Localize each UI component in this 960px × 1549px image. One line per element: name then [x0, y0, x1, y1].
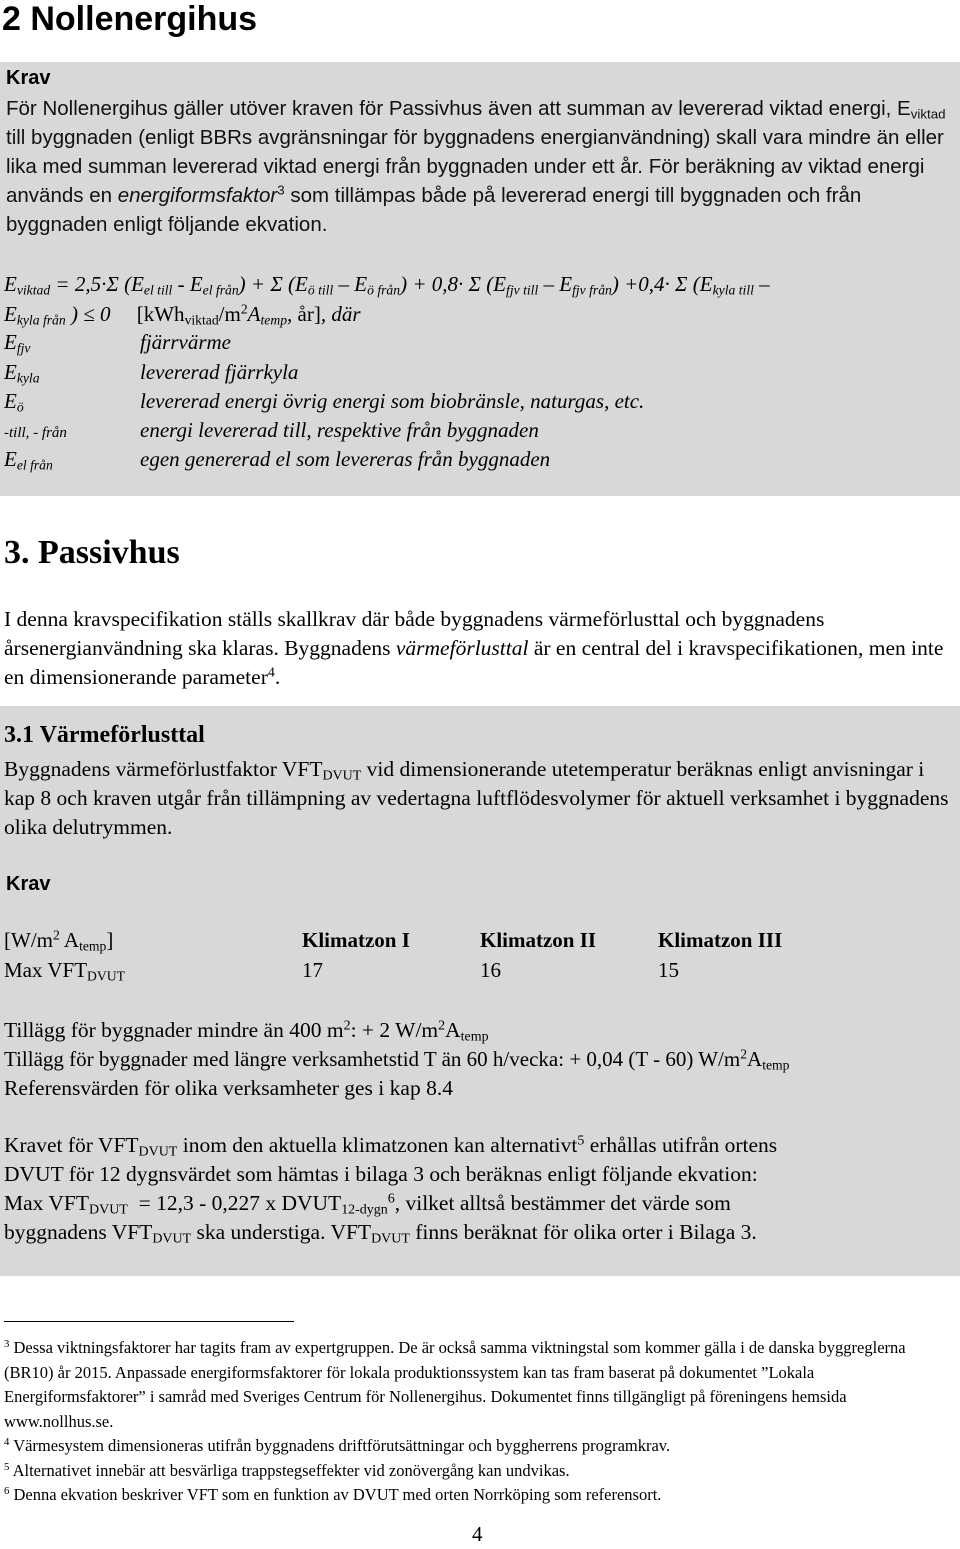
equation-line-1: $E_{viktad} = 2,5\cdot\Sigma$ $(E_{el till} - E_{el från}) + \Sigma$ $(E_{ö till} - E_{ö från}) + 0,8\cdot \Sigma$ $(E_{fjv till} - E_{fjv från}) +0,4\cdot \Sigma$ ($E_{kyla till}$ – — [4, 272, 770, 298]
table-cell-zone-1: 17 — [302, 958, 323, 982]
section-3-heading: 3. Passivhus — [4, 534, 180, 571]
page-number: 4 — [472, 1522, 483, 1546]
para-em-energiformsfaktor: energiformsfaktor — [117, 184, 278, 207]
footnotes — [4, 1336, 954, 1508]
para-text-1: För Nollenergihus gäller utöver kraven för Passivhus även att summan av levererad viktad energi, E — [6, 97, 911, 120]
footnote-3 — [4, 1336, 954, 1434]
krav-label: Krav — [6, 67, 51, 89]
table-header-unit: [$W/m^2$ $A_{temp}$] — [4, 927, 114, 954]
definition-symbol: $E_{el från}$ — [4, 447, 53, 473]
footnote-number: 5 — [4, 1460, 10, 1473]
footnote-text: Alternativet innebär att besvärliga trappstegseffekter vid zonövergång kan undvikas. — [12, 1460, 570, 1480]
para-text-3: som tillämpas både på levererad energi till byggnaden och från byggnaden enligt följande ekvation. — [6, 184, 862, 236]
page-heading: 2 Nollenergihus — [2, 0, 258, 38]
alt-requirement-line-4: byggnadens $VFT_{DVUT}$ ska understiga. $VFT_{DVUT}$ finns beräknat för olika orter i Bilaga 3. — [4, 1220, 757, 1247]
alt-requirement-line-3: Max $VFT_{DVUT} = 12,3 - 0,227$ x $DVUT_{12-dygn}^6$, vilket alltså bestämmer det värde som — [4, 1191, 731, 1218]
table-header-zone-1: Klimatzon I — [302, 928, 410, 952]
table-cell-zone-2: 16 — [480, 958, 501, 982]
footnote-text: Dessa viktningsfaktorer har tagits fram av expertgruppen. De är också samma viktningstal som kommer gälla i de danska byggreglerna (BR10) år 2015. Anpassade energiformsfaktorer för lokala produktionssystem kan tas fram baserat på dokumentet ”Lokala Energiformsfaktorer” i samråd med Sveriges Centrum för Nollenergihus. Dokumentet finns tillgängligt på föreningens hemsida www.nollhus.se. — [4, 1338, 906, 1431]
footnote-5 — [4, 1459, 954, 1484]
footnote-text: Denna ekvation beskriver VFT som en funktion av DVUT med orten Norrköping som referensort. — [13, 1485, 662, 1504]
definition-text: energi levererad till, respektive från byggnaden — [140, 418, 539, 442]
footnote-text: Värmesystem dimensioneras utifrån byggnadens driftförutsättningar och byggherrens programkrav. — [13, 1436, 671, 1455]
footnote-number: 4 — [4, 1436, 10, 1449]
section-3-text-b: är en central del i kravspecifikationen, men inte en dimensionerande parameter — [4, 636, 944, 689]
section-3-text-a: I denna kravspecifikation ställs skallkrav där både byggnadens värmeförlusttal och byggnadens årsenergianvändning ska klaras. Byggnadens — [4, 607, 825, 660]
para-sub-viktad: viktad — [910, 106, 946, 122]
section-3-em: värmeförlusttal — [395, 636, 529, 660]
definition-text: fjärrvärme — [140, 330, 231, 354]
supplement-line-1: Tillägg för byggnader mindre än 400 $m^2$: + 2 $W/m^2A_{temp}$ — [4, 1018, 489, 1045]
supplement-line-2: Tillägg för byggnader med längre verksamhetstid T än 60 h/vecka: + 0,04 (T - 60) $W/m^2A_{temp}$ — [4, 1046, 790, 1073]
footnote-6 — [4, 1483, 954, 1508]
section-3-paragraph — [4, 605, 954, 692]
footnote-number: 3 — [4, 1338, 10, 1351]
para-text-2: till byggnaden (enligt BBRs avgränsningar för byggnadens energianvändning) skall vara mindre än eller lika med summan levererad viktad energi från byggnaden under ett år. För beräkning av viktad energi används en — [6, 126, 944, 207]
definition-symbol: $E_ö$ — [4, 389, 24, 415]
table-header-zone-2: Klimatzon II — [480, 928, 597, 952]
section-3-1-paragraph: Byggnadens värmeförlustfaktor $VFT_{DVUT}$ vid dimensionerande utetemperatur beräknas enligt anvisningar i kap 8 och kraven utgår från tillämpning av vedertagna luftflödesvolymer för aktuell verksamhet i byggnadens olika delutrymmen. — [4, 757, 949, 839]
alt-requirement-line-2: DVUT för 12 dygnsvärdet som hämtas i bilaga 3 och beräknas enligt följande ekvation: — [4, 1162, 758, 1186]
alt-requirement-line-1: Kravet för $VFT_{DVUT}$ inom den aktuella klimatzonen kan alternativt$^5$ erhållas utifrån ortens — [4, 1133, 778, 1160]
footnote-ref-4: 4 — [267, 665, 275, 681]
requirement-paragraph — [6, 94, 951, 239]
section-3-text-end: . — [274, 665, 281, 689]
definition-symbol: $E_{kyla}$ — [4, 360, 40, 386]
footnote-separator — [4, 1321, 294, 1322]
definition-text: egen genererad el som levereras från byggnaden — [140, 447, 551, 471]
krav-label-2: Krav — [6, 873, 51, 895]
footnote-ref-3: 3 — [277, 182, 285, 198]
supplement-line-3: Referensvärden för olika verksamheter ges i kap 8.4 — [4, 1076, 453, 1100]
table-row-label: Max $VFT_{DVUT}$ — [4, 958, 125, 984]
definition-text: levererad fjärrkyla — [140, 360, 299, 384]
definition-symbol: -till, - från — [4, 425, 67, 441]
footnote-4 — [4, 1434, 954, 1459]
definition-text: levererad energi övrig energi som biobränsle, naturgas, etc. — [140, 389, 645, 413]
definition-symbol: $E_{fjv}$ — [4, 330, 31, 356]
section-3-1-heading: 3.1 Värmeförlusttal — [4, 722, 205, 748]
table-header-zone-3: Klimatzon III — [658, 928, 783, 952]
footnote-number: 6 — [4, 1485, 10, 1498]
equation-line-2: $E_{kyla från}$ ) ≤ 0 [$kWh_{viktad}/m^2A_{temp}$, år], där — [4, 301, 361, 328]
table-cell-zone-3: 15 — [658, 958, 679, 982]
